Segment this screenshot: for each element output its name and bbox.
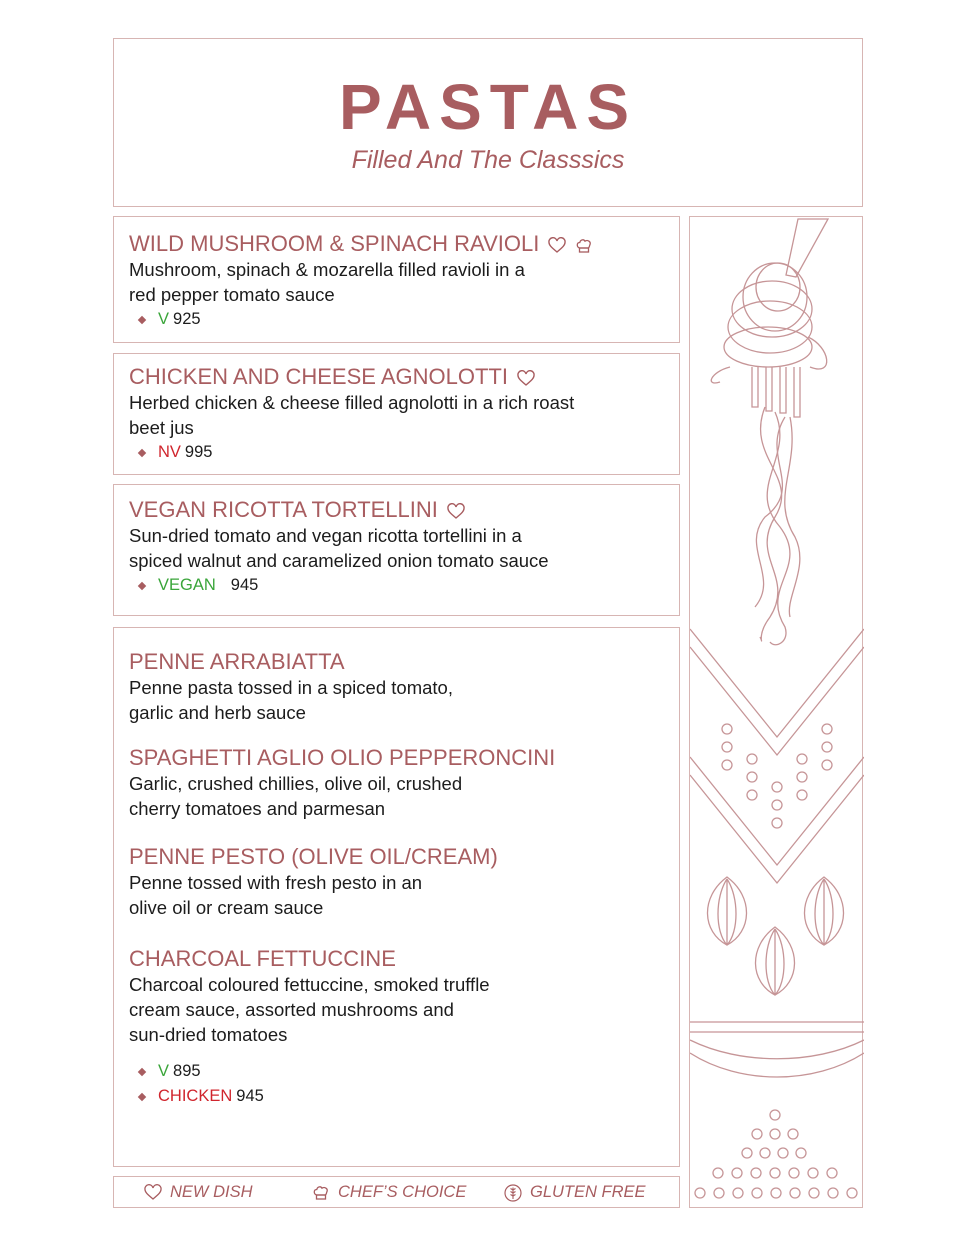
legend-label: CHEF’S CHOICE	[338, 1183, 467, 1201]
diamond-bullet-icon	[138, 1092, 146, 1100]
heart-icon	[548, 235, 566, 253]
legend-gluten-free	[504, 1183, 646, 1202]
chef-hat-icon	[575, 235, 593, 253]
classics-card	[113, 627, 680, 1167]
diamond-bullet-icon	[138, 448, 146, 456]
dish-item	[129, 844, 665, 920]
diet-tag: CHICKEN	[158, 1087, 233, 1105]
dish-description: Herbed chicken & cheese filled agnolotti in a rich roast beet jus	[129, 392, 575, 438]
legend-label: NEW DISH	[170, 1183, 253, 1201]
dish-description: Penne tossed with fresh pesto in an olive oil or cream sauce	[129, 872, 423, 918]
diet-tag: VEGAN	[158, 576, 216, 594]
dish-description: Charcoal coloured fettuccine, smoked truffle cream sauce, assorted mushrooms and sun-dried tomatoes	[129, 974, 490, 1045]
dish-description: Penne pasta tossed in a spiced tomato, garlic and herb sauce	[129, 677, 453, 723]
price: 945	[236, 1087, 264, 1105]
price-line	[129, 307, 665, 332]
gluten-free-icon	[504, 1184, 522, 1202]
price: 945	[230, 576, 259, 594]
heart-icon	[517, 368, 535, 386]
diamond-bullet-icon	[138, 581, 146, 589]
diet-tag: NV	[158, 443, 181, 461]
price: 995	[184, 443, 213, 461]
decorative-side-panel	[689, 216, 863, 1208]
dish-card	[113, 484, 680, 616]
dish-item	[129, 946, 665, 1047]
dish-name: PENNE PESTO (OLIVE OIL/CREAM)	[129, 844, 498, 869]
menu-header	[113, 38, 863, 207]
diet-tag: V	[158, 310, 170, 328]
dish-card	[113, 353, 680, 475]
dish-description: Sun-dried tomato and vegan ricotta tortellini in a spiced walnut and caramelized onion tomato sauce	[129, 525, 549, 571]
legend-bar	[113, 1176, 680, 1208]
heart-icon	[144, 1184, 162, 1202]
diet-tag: V	[158, 1062, 170, 1080]
page-title: PASTAS	[338, 71, 638, 143]
dish-name: CHARCOAL FETTUCCINE	[129, 946, 396, 971]
chef-hat-icon	[312, 1184, 330, 1202]
price-line	[129, 440, 665, 465]
legend-label: GLUTEN FREE	[530, 1183, 646, 1201]
price: 895	[173, 1062, 201, 1080]
dish-name: PENNE ARRABIATTA	[129, 649, 345, 674]
dish-name: CHICKEN AND CHEESE AGNOLOTTI	[129, 364, 508, 389]
price-line	[129, 1059, 665, 1084]
heart-icon	[447, 501, 465, 519]
dish-name: VEGAN RICOTTA TORTELLINI	[129, 497, 438, 522]
page-subtitle: Filled And The Classsics	[351, 146, 625, 174]
pasta-fork-illustration	[690, 217, 864, 1209]
legend-new-dish	[144, 1183, 253, 1202]
dish-card	[113, 216, 680, 343]
dish-description: Garlic, crushed chillies, olive oil, crushed cherry tomatoes and parmesan	[129, 773, 463, 819]
diamond-bullet-icon	[138, 315, 146, 323]
price: 925	[173, 310, 201, 328]
legend-chefs-choice	[312, 1183, 466, 1202]
diamond-bullet-icon	[138, 1067, 146, 1075]
dish-item	[129, 745, 665, 821]
dish-description: Mushroom, spinach & mozarella filled ravioli in a red pepper tomato sauce	[129, 259, 525, 305]
price-line	[129, 1084, 665, 1109]
dish-name: SPAGHETTI AGLIO OLIO PEPPERONCINI	[129, 745, 556, 770]
price-line	[129, 573, 665, 598]
dish-name: WILD MUSHROOM & SPINACH RAVIOLI	[129, 231, 540, 256]
dish-item	[129, 649, 665, 725]
